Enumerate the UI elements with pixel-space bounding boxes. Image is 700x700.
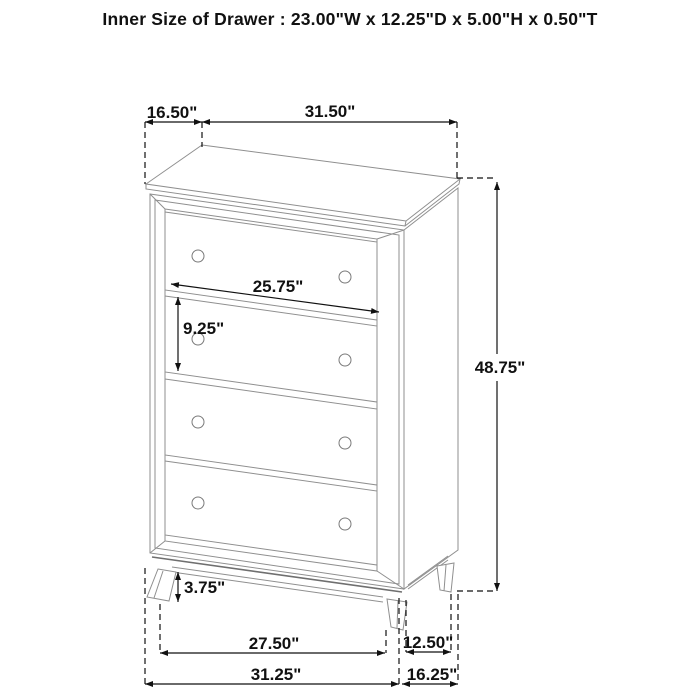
drawer-1-knob-right [339,271,351,283]
front-right-leg [387,599,407,630]
dim-label-front-leg-span: 27.50" [248,634,300,653]
dim-label-leg-height: 3.75" [184,578,226,597]
dim-label-side-leg-span: 12.50" [402,633,454,652]
drawer-4-knob-left [192,497,204,509]
drawer-3-knob-left [192,416,204,428]
dim-label-top-depth: 16.50" [146,103,198,122]
dim-label-drawer-height: 9.25" [183,319,225,338]
drawer-2-knob-right [339,354,351,366]
drawer-1-knob-left [192,250,204,262]
dim-label-drawer-width: 25.75" [252,277,304,296]
dim-label-base-depth: 16.25" [406,665,458,684]
dim-label-overall-height: 48.75" [474,358,526,377]
drawer-3-knob-right [339,437,351,449]
front-left-leg [147,569,176,601]
chest-illustration [146,145,460,630]
chest-side-panel [404,188,458,589]
drawer-4-knob-right [339,518,351,530]
back-right-leg [437,563,454,592]
page-title: Inner Size of Drawer : 23.00"W x 12.25"D x 5.00"H x 0.50"T [102,9,598,29]
dim-label-top-width: 31.50" [304,102,356,121]
dim-label-base-width: 31.25" [250,665,302,684]
